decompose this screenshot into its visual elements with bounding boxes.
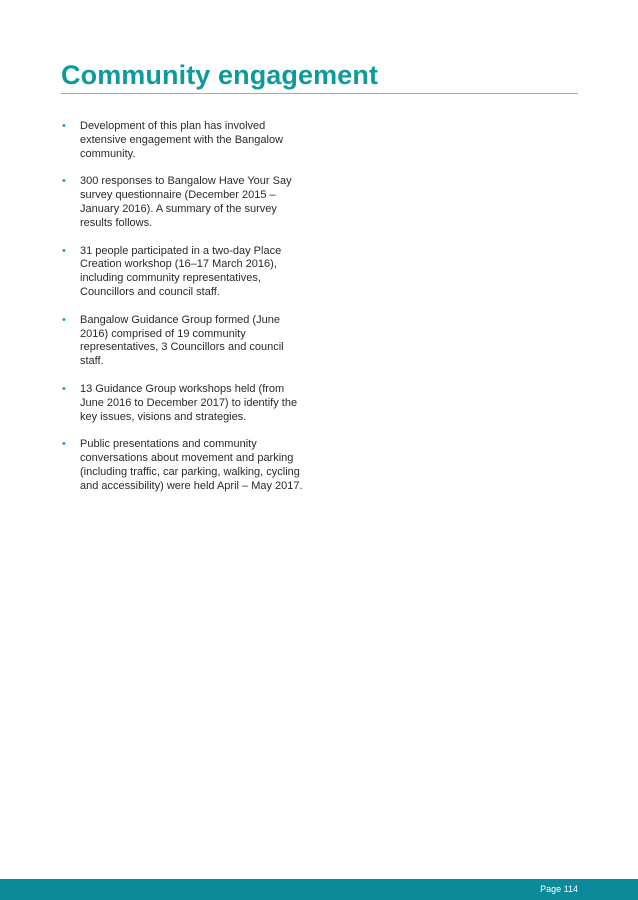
list-item bbox=[61, 438, 311, 493]
footer-bar bbox=[0, 879, 638, 900]
list-item bbox=[61, 383, 311, 424]
bullet-text: Development of this plan has involved extensive engagement with the Bangalow community. bbox=[80, 120, 284, 160]
bullet-dot-icon: • bbox=[62, 313, 66, 326]
bullet-dot-icon: • bbox=[62, 382, 66, 395]
list-item bbox=[61, 120, 311, 161]
list-item bbox=[61, 245, 311, 300]
bullet-text: Bangalow Guidance Group formed (June 2016) comprised of 19 community representatives, 3 Councillors and council staff. bbox=[80, 313, 284, 368]
title-divider bbox=[61, 93, 578, 94]
engagement-bullet-list bbox=[61, 120, 311, 508]
bullet-text: 13 Guidance Group workshops held (from June 2016 to December 2017) to identify the key issues, visions and strategies. bbox=[80, 382, 298, 423]
list-item bbox=[61, 175, 311, 230]
bullet-text: 300 responses to Bangalow Have Your Say survey questionnaire (December 2015 – January 2016). A summary of the survey results follows. bbox=[80, 175, 292, 229]
bullet-text: Public presentations and community conversations about movement and parking (including traffic, car parking, walking, cycling and accessibility) were held April – May 2017. bbox=[80, 438, 303, 492]
page-title: Community engagement bbox=[61, 60, 379, 90]
list-item bbox=[61, 314, 311, 369]
bullet-dot-icon: • bbox=[62, 175, 66, 188]
bullet-dot-icon: • bbox=[62, 244, 66, 257]
bullet-dot-icon: • bbox=[62, 438, 66, 451]
bullet-text: 31 people participated in a two-day Place Creation workshop (16–17 March 2016), including community representatives, Councillors and council staff. bbox=[80, 244, 282, 298]
bullet-dot-icon: • bbox=[62, 120, 66, 132]
page-number: Page 114 bbox=[540, 884, 578, 894]
